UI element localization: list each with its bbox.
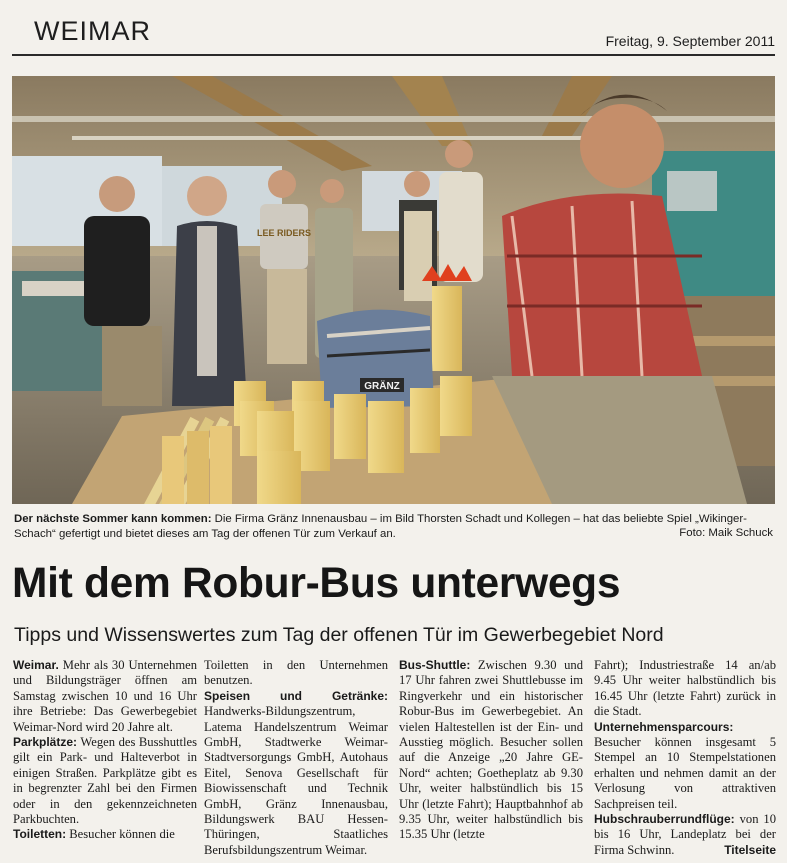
paragraph [594, 720, 776, 812]
keyword-rundfluege: Hubschrauberrundflüge: [594, 812, 735, 827]
keyword-parcours: Unternehmensparcours: [594, 719, 734, 734]
keyword-toiletten: Toiletten: [13, 827, 67, 842]
issue-date: Freitag, 9. September 2011 [605, 33, 775, 49]
paragraph [594, 812, 776, 858]
paragraph-text: Mehr als 30 Unternehmen und Bildungsträger öffnen am Samstag zwischen 10 und 16 Uhr ihre Betriebe: Das Gewerbegebiet Weimar-Nord wird 20 Jahre alt. [13, 658, 197, 734]
section-name: WEIMAR [34, 16, 151, 46]
paragraph-text: Handwerks-Bildungszentrum, Latema Handelszentrum Weimar GmbH, Stadtwerke Weimar-Stadtversorgungs GmbH, Autohaus Eitel, Senova Gesellschaft für Biowissenschaft und Technik GmbH, Gränz Innenausbau, Bildungswerk BAU Hessen-Thüringen, Staatliches Berufsbildungszentrum Weimar. [204, 704, 388, 857]
article-column-4 [594, 658, 776, 858]
continued-reference: Titelseite [724, 842, 776, 857]
header-rule [12, 54, 775, 56]
article-photo [12, 76, 775, 504]
paragraph-text: Fahrt); Industriestraße 14 an/ab 9.45 Uhr weiter halbstündlich bis 16.45 Uhr (letzte Fahrt) zurück in die Stadt. [594, 658, 776, 719]
paragraph-text: Zwischen 9.30 und 17 Uhr fahren zwei Shuttlebusse im Ringverkehr und ein historischer Robur-Bus im Gewerbegebiet. An vielen Haltestellen ist der Ein- und Ausstieg möglich. Besucher sollen auf die Anzeige „20 Jahre GE-Nord“ achten; Goetheplatz ab 9.30 Uhr, weiter halbstündlich bis 15 Uhr (letzte Fahrt); Hauptbahnhof ab 9.35 Uhr, weiter halbstündlich bis 15.35 Uhr (letzte [399, 658, 583, 842]
article-headline: Mit dem Robur-Bus unterwegs [12, 560, 621, 607]
keyword-parkplaetze: Parkplätze: [13, 735, 78, 750]
paragraph [399, 658, 583, 843]
caption-lead: Der nächste Sommer kann kommen: [14, 513, 212, 525]
article-subheadline: Tipps und Wissenswertes zum Tag der offenen Tür im Gewerbegebiet Nord [14, 624, 664, 646]
paragraph-text: von 10 bis 16 Uhr, Landeplatz bei der Firma Schwinn. [594, 812, 776, 857]
caption-text: Die Firma Gränz Innenausbau – im Bild Thorsten Schadt und Kollegen – hat das beliebte Spiel „Wikinger-Schach“ gefertigt und bietet dieses am Tag der offenen Tür zum Verkauf an. [14, 513, 747, 540]
paragraph [204, 658, 388, 689]
photo-credit: Foto: Maik Schuck [679, 527, 773, 539]
paragraph [594, 658, 776, 720]
shirt-print: LEE RIDERS [256, 228, 312, 238]
article-column-2 [204, 658, 388, 858]
paragraph-text: Wegen des Busshuttles gilt ein Park- und Halteverbot in einigen Straßen. Parkplätze gibt es in begrenzter Zahl bei den Firmen oder in den gekennzeichneten Parkbuchten. [13, 735, 197, 827]
keyword-bus-shuttle: Bus-Shuttle: [399, 658, 471, 672]
article-column-3 [399, 658, 583, 843]
article-column-1 [13, 658, 197, 843]
paragraph [13, 658, 197, 735]
paragraph-text: Toiletten in den Unternehmen benutzen. [204, 658, 388, 688]
paragraph-text: Besucher können insgesamt 5 Stempel an 10 Stempelstationen erhalten und nehmen damit an der Verlosung von attraktiven Sachpreisen teil. [594, 735, 776, 811]
page-header [0, 0, 787, 60]
dateline: Weimar. [13, 658, 59, 672]
photo-caption [14, 512, 775, 542]
keyword-speisen: Speisen und Getränke: [204, 688, 388, 703]
bag-label: GRÄNZ [364, 381, 400, 392]
paragraph [204, 689, 388, 858]
paragraph [13, 735, 197, 827]
paragraph-text: Besucher können die [66, 827, 175, 842]
paragraph [13, 827, 197, 842]
